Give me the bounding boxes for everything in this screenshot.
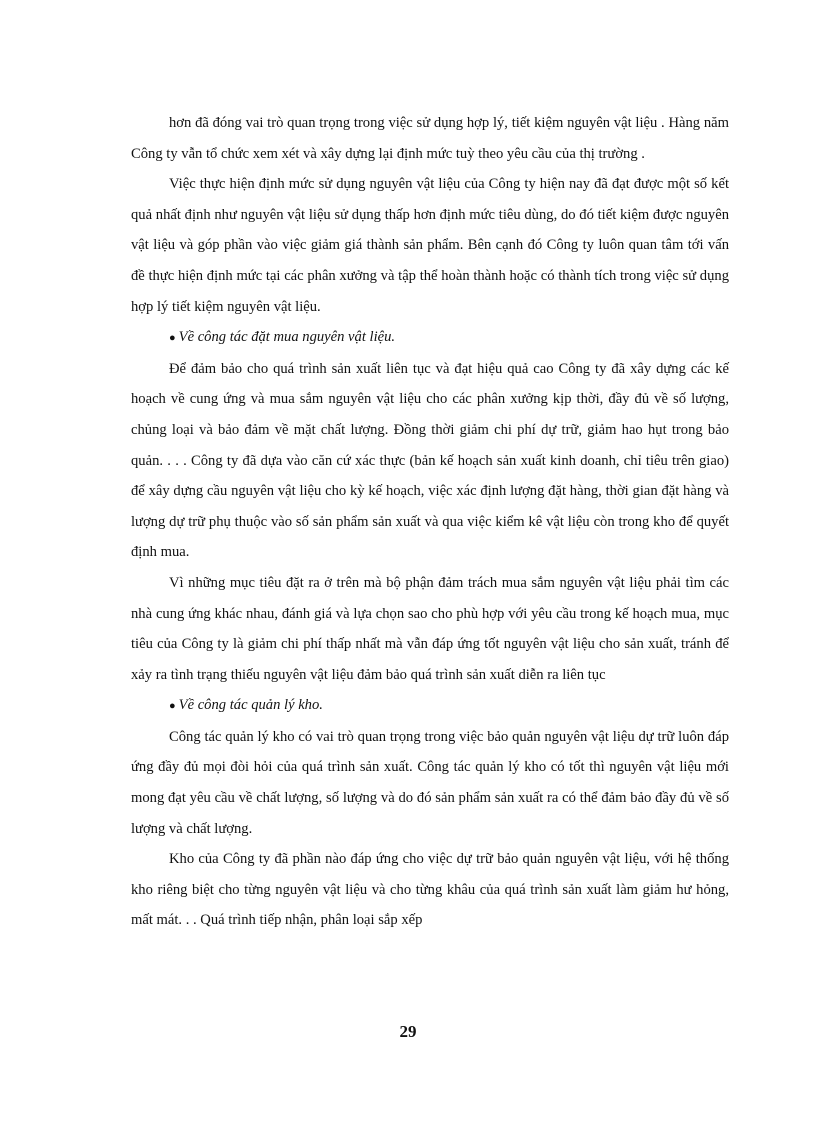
paragraph-2: Việc thực hiện định mức sử dụng nguyên vật liệu của Công ty hiện nay đã đạt được một số kết quả nhất định như nguyên vật liệu sử dụng thấp hơn định mức tiêu dùng, do đó tiết kiệm được nguyên vật liệu và góp phần vào việc giảm giá thành sản phẩm. Bên cạnh đó Công ty luôn quan tâm tới vấn đề thực hiện định mức tại các phân xưởng và tập thể hoàn thành hoặc có thành tích trong việc sử dụng hợp lý tiết kiệm nguyên vật liệu. — [131, 176, 729, 315]
paragraph-4: Vì những mục tiêu đặt ra ở trên mà bộ phận đảm trách mua sắm nguyên vật liệu phải tìm các nhà cung ứng khác nhau, đánh giá và lựa chọn sao cho phù hợp với yêu cầu trong kế hoạch mua, mục tiêu của Công ty là giảm chi phí thấp nhất mà vẫn đáp ứng tốt nguyên vật liệu cho sản xuất, tránh để xảy ra tình trạng thiếu nguyên vật liệu đảm bảo quá trình sản xuất diễn ra liên tục — [131, 574, 729, 683]
page-number: 29 — [399, 1022, 417, 1041]
paragraph-5: Công tác quản lý kho có vai trò quan trọng trong việc bảo quản nguyên vật liệu dự trữ luôn đáp ứng đầy đủ mọi đòi hỏi của quá trình sản xuất. Công tác quản lý kho có tốt thì nguyên vật liệu mới mong đạt yêu cầu về chất lượng, số lượng và do đó sản phẩm sản xuất ra có thể đảm bảo đầy đủ về số lượng và chất lượng. — [131, 728, 729, 837]
bullet-icon: ● — [169, 700, 176, 713]
bullet-icon: ● — [169, 332, 176, 345]
body-text — [131, 108, 729, 936]
section-heading-purchasing — [131, 322, 729, 354]
paragraph-3: Để đảm bảo cho quá trình sản xuất liên tục và đạt hiệu quả cao Công ty đã xây dựng các kế hoạch về cung ứng và mua sắm nguyên vật liệu cho các phân xưởng kịp thời, đầy đủ về số lượng, chủng loại và bảo đảm về mặt chất lượng. Đồng thời giảm chi phí dự trữ, giảm hao hụt trong bảo quản. . . . Công ty đã dựa vào căn cứ xác thực (bản kế hoạch sản xuất kinh doanh, chỉ tiêu trên giao) để xây dựng cầu nguyên vật liệu cho kỳ kế hoạch, việc xác định lượng đặt hàng, thời gian đặt hàng và lượng dự trữ phụ thuộc vào số sản phẩm sản xuất và qua việc kiểm kê vật liệu còn trong kho để quyết định mua. — [131, 360, 729, 561]
paragraph-1: hơn đã đóng vai trò quan trọng trong việc sử dụng hợp lý, tiết kiệm nguyên vật liệu . Hàng năm Công ty vẫn tổ chức xem xét và xây dựng lại định mức tuỳ theo yêu cầu của thị trường . — [131, 115, 729, 162]
paragraph-6: Kho của Công ty đã phần nào đáp ứng cho việc dự trữ bảo quản nguyên vật liệu, với hệ thống kho riêng biệt cho từng nguyên vật liệu và cho từng khâu của quá trình sản xuất làm giảm hư hỏng, mất mát. . . Quá trình tiếp nhận, phân loại sắp xếp — [131, 851, 729, 929]
section-heading-warehouse — [131, 690, 729, 722]
section-heading-purchasing-text: Về công tác đặt mua nguyên vật liệu. — [178, 329, 396, 346]
section-heading-warehouse-text: Về công tác quản lý kho. — [178, 697, 323, 714]
